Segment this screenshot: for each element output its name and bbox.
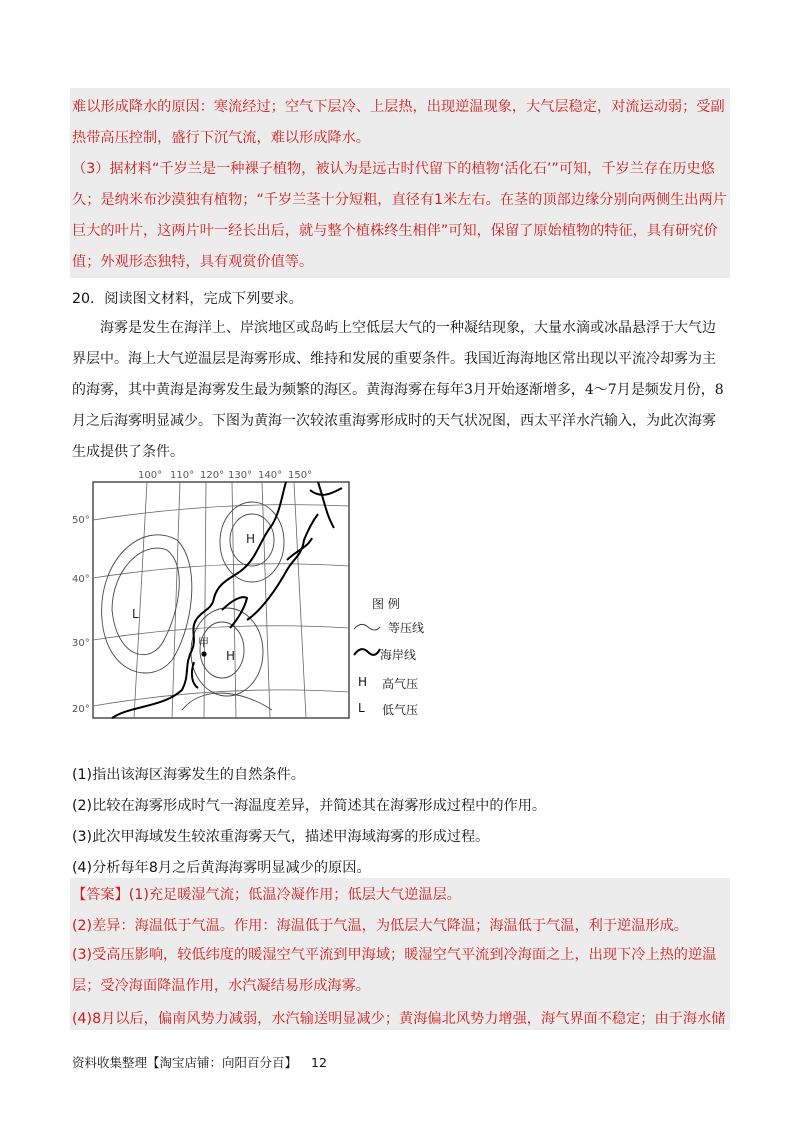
lat-label-20: 20°	[72, 704, 90, 715]
page-number: 12	[311, 1055, 327, 1070]
lon-label-140: 140°	[258, 470, 283, 481]
answer-2: (2)差异：海温低于气温。作用：海温低于气温，为低层大气降温；海温低于气温，利于逆温形成。	[72, 918, 688, 934]
legend-low-symbol: L	[358, 701, 365, 715]
answer-4: (4)8月以后，偏南风势力减弱，水汽输送明显减少；黄海偏北风势力增强，海气界面不稳定；由于海水储	[72, 1011, 726, 1027]
question-title: 20．阅读图文材料，完成下列要求。	[72, 291, 303, 307]
legend-high-symbol: H	[358, 675, 368, 689]
high-pressure-label-south: H	[226, 649, 236, 663]
lat-label-50: 50°	[72, 515, 90, 526]
answer-line-1	[72, 884, 461, 904]
lon-label-100: 100°	[138, 470, 163, 481]
footer-source: 资料收集整理【淘宝店铺：向阳百分百】	[72, 1055, 298, 1070]
sub-question-1: (1)指出该海区海雾发生的自然条件。	[72, 767, 305, 783]
legend-low-label: 低气压	[382, 703, 419, 717]
low-pressure-label: L	[132, 607, 139, 621]
lon-label-130: 130°	[228, 470, 253, 481]
point-jia-label: 甲	[198, 636, 209, 649]
legend-high-label: 高气压	[382, 677, 419, 691]
answer-1: (1)充足暖湿气流；低温冷凝作用；低层大气逆温层。	[128, 887, 461, 903]
graticule	[93, 482, 349, 718]
lon-label-110: 110°	[170, 470, 195, 481]
question-material: 海雾是发生在海洋上、岸滨地区或岛屿上空低层大气的一种凝结现象，大量水滴或冰晶悬浮于大气边界层中。海上大气逆温层是海雾形成、维持和发展的重要条件。我国近海海地区常出现以平流冷却雾为主的海雾，其中黄海是海雾发生最为频繁的海区。黄海海雾在每年3月开始逐渐增多，4～7月是频发月份，8月之后海雾明显减少。下图为黄海一次较浓重海雾形成时的天气状况图，西太平洋水汽输入，为此次海雾生成提供了条件。	[72, 320, 724, 460]
lat-label-40: 40°	[72, 574, 90, 585]
lon-label-120: 120°	[200, 470, 225, 481]
sub-question-4: (4)分析每年8月之后黄海海雾明显减少的原因。	[72, 860, 371, 876]
coastline-legend-line	[352, 645, 382, 659]
lon-label-150: 150°	[288, 470, 313, 481]
legend-coastline-label: 海岸线	[380, 648, 417, 662]
map-frame	[93, 482, 349, 718]
point-jia-marker	[201, 651, 206, 656]
sub-question-2: (2)比较在海雾形成时气一海温度差异，并简述其在海雾形成过程中的作用。	[72, 798, 547, 814]
answer-3: (3)受高压影响，较低纬度的暖湿空气平流到甲海域；暖湿空气平流到冷海面之上，出现下冷上热的逆温层；受冷海面降温作用，水汽凝结易形成海雾。	[72, 947, 717, 994]
answer-tag: 【答案】	[72, 887, 129, 903]
lat-label-30: 30°	[72, 638, 90, 649]
isobar-legend-line	[352, 621, 382, 633]
answer-paragraph-1: 难以形成降水的原因：寒流经过；空气下层冷、上层热，出现逆温现象，大气层稳定，对流运动弱；受副热带高压控制，盛行下沉气流，难以形成降水。	[72, 99, 725, 146]
sub-question-3: (3)此次甲海域发生较浓重海雾天气，描述甲海域海雾的形成过程。	[72, 829, 490, 845]
legend-title: 图 例	[372, 597, 400, 611]
legend-isobar-label: 等压线	[388, 621, 425, 635]
answer-paragraph-2: （3）据材料“千岁兰是一种裸子植物，被认为是远古时代留下的植物‘活化石’”可知，千岁兰存在历史悠久；是纳米布沙漠独有植物；“千岁兰茎十分短粗，直径有1米左右。在茎的顶部边缘分别向两侧生出两片巨大的叶片，这两片叶一经长出后，就与整个植株终生相伴”可知，保留了原始植物的特征，具有研究价值；外观形态独特，具有观赏价值等。	[72, 161, 727, 270]
page-footer	[72, 1053, 327, 1071]
high-pressure-label-north: H	[246, 532, 256, 546]
